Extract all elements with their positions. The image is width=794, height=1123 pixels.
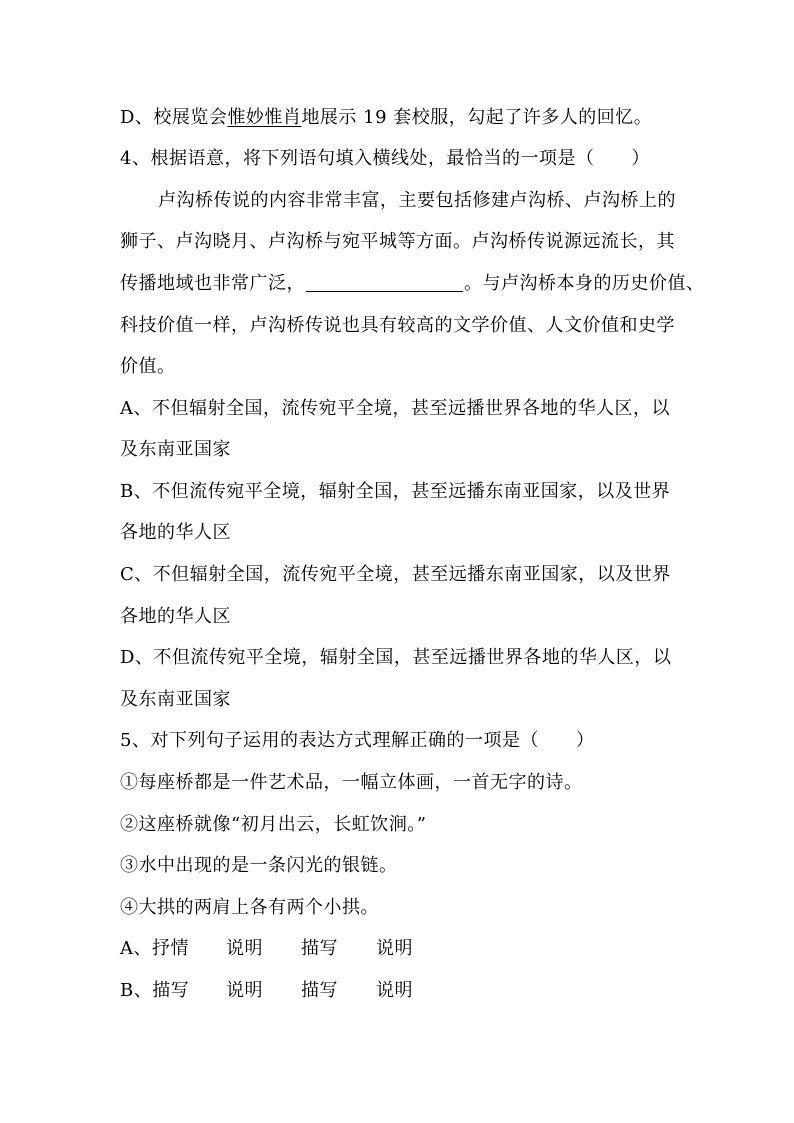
q4-option-b-line-2: 各地的华人区 — [120, 522, 231, 543]
q4-option-c-line-1: C、不但辐射全国，流传宛平全境，甚至远播东南亚国家，以及世界 — [120, 564, 671, 585]
q5-sentence-2: ②这座桥就像“初月出云，长虹饮涧。” — [120, 814, 427, 835]
option-d-underlined-word: 惟妙惟肖 — [227, 107, 302, 128]
q5-sentence-3: ③水中出现的是一条闪光的银链。 — [120, 855, 398, 876]
question-4-stem: 4、根据语意，将下列语句填入横线处，最恰当的一项是（ ） — [120, 148, 650, 169]
option-d-suffix: 地展示 19 套校服，勾起了许多人的回忆。 — [301, 107, 653, 128]
q4-passage-line-3 — [120, 272, 705, 296]
q5-option-b — [120, 979, 413, 1003]
q5-sentence-1: ①每座桥都是一件艺术品，一幅立体画，一首无字的诗。 — [120, 772, 583, 793]
q4-option-d-line-2: 及东南亚国家 — [120, 689, 231, 710]
q4-option-a-line-1: A、不但辐射全国，流传宛平全境，甚至远播世界各地的华人区，以 — [120, 398, 670, 419]
fill-in-blank — [306, 273, 463, 292]
option-d-prefix: D、校展览会 — [120, 107, 228, 128]
q5-option-b-col-2: 说明 — [226, 980, 263, 1001]
question-5-stem: 5、对下列句子运用的表达方式理解正确的一项是（ ） — [120, 730, 595, 751]
q4-passage-line-1: 卢沟桥传说的内容非常丰富，主要包括修建卢沟桥、卢沟桥上的 — [158, 190, 676, 211]
q5-option-b-label: B、描写 — [120, 980, 190, 1001]
q5-option-a-label: A、抒情 — [120, 938, 189, 959]
q4-option-b-line-1: B、不但流传宛平全境，辐射全国，甚至远播东南亚国家，以及世界 — [120, 481, 671, 502]
previous-option-d — [120, 106, 652, 130]
q5-option-a-col-4: 说明 — [376, 938, 413, 959]
q5-option-a-col-3: 描写 — [301, 938, 338, 959]
q4-option-a-line-2: 及东南亚国家 — [120, 439, 231, 460]
q5-sentence-4: ④大拱的两肩上各有两个小拱。 — [120, 897, 379, 918]
q4-option-c-line-2: 各地的华人区 — [120, 606, 231, 627]
q5-option-a — [120, 937, 413, 961]
q4-passage-before-blank: 传播地域也非常广泛， — [120, 273, 305, 294]
q4-passage-line-4: 科技价值一样，卢沟桥传说也具有较高的文学价值、人文价值和史学 — [120, 315, 675, 336]
q4-option-d-line-1: D、不但流传宛平全境，辐射全国，甚至远播世界各地的华人区，以 — [120, 647, 672, 668]
q5-option-b-col-3: 描写 — [301, 980, 338, 1001]
q4-passage-after-blank: 。与卢沟桥本身的历史价值、 — [464, 273, 705, 294]
q4-passage-line-5: 价值。 — [120, 356, 176, 377]
q5-option-a-col-2: 说明 — [226, 938, 263, 959]
q4-passage-line-2: 狮子、卢沟晓月、卢沟桥与宛平城等方面。卢沟桥传说源远流长，其 — [120, 231, 675, 252]
q5-option-b-col-4: 说明 — [376, 980, 413, 1001]
